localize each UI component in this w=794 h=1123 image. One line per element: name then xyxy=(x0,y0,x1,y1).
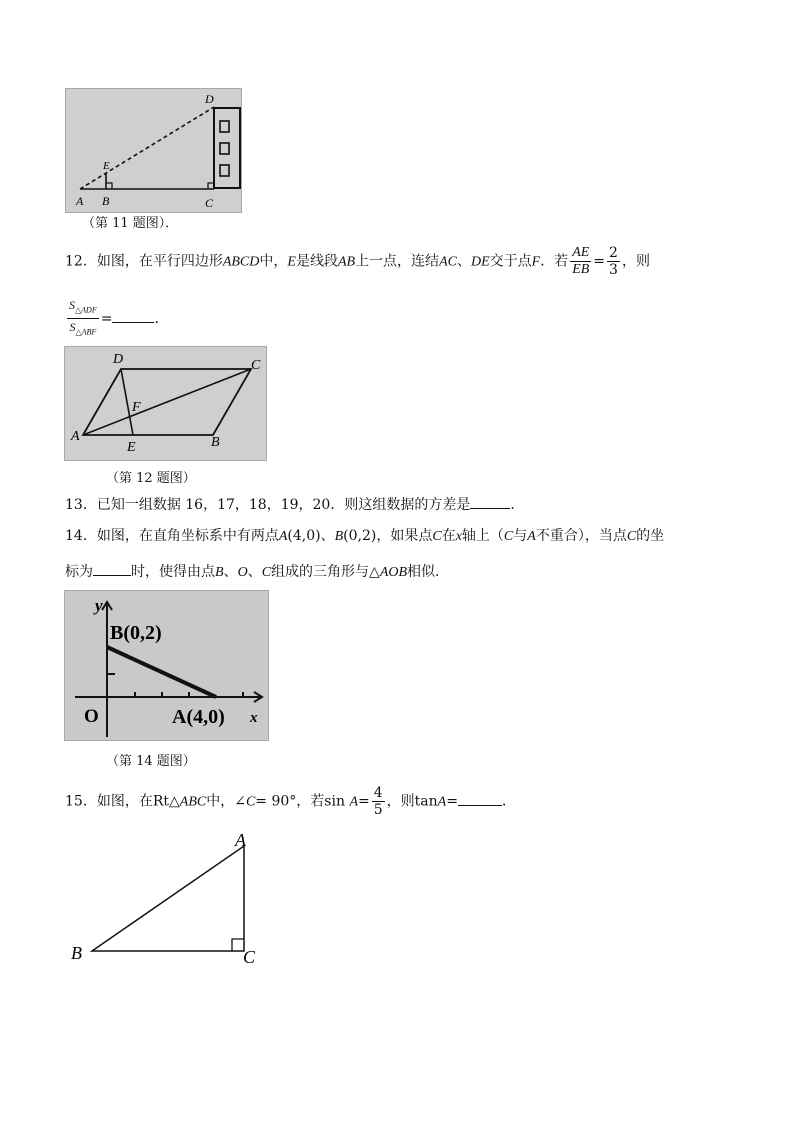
answer-blank[interactable] xyxy=(112,308,154,323)
label-c: C xyxy=(205,196,214,210)
triangle-abc xyxy=(92,846,244,951)
q11-diagram xyxy=(66,89,241,212)
label-b: B(0,2) xyxy=(110,622,162,644)
label-d: D xyxy=(205,92,214,106)
q12-figure xyxy=(64,346,267,461)
sight-line xyxy=(80,107,214,189)
q12-caption: （第 12 题图） xyxy=(106,471,196,486)
answer-blank[interactable] xyxy=(458,791,502,806)
segment-ab xyxy=(107,647,216,697)
q15-line: 15．如图，在Rt△ABC中，∠C= 90°，若sin A= $\frac{4}{5}$ ，则tanA= ． xyxy=(65,785,516,818)
fraction-2-3: $\frac{2}{3}$ xyxy=(609,245,618,278)
answer-blank[interactable] xyxy=(470,494,510,509)
q14-line1: 14．如图，在直角坐标系中有两点A(4,0)、B(0,2)，如果点C在x轴上（C与A不重合），当点C的坐 xyxy=(65,528,665,544)
fraction-4-5: $\frac{4}{5}$ xyxy=(373,785,383,818)
label-x: x xyxy=(250,710,258,726)
fraction-ae-eb: $\frac{AE}{EB}$ xyxy=(572,245,590,277)
label-b: B xyxy=(102,194,110,208)
label-e: E xyxy=(127,440,136,455)
label-c: C xyxy=(243,947,256,967)
q11-caption: （第 11 题图）． xyxy=(82,216,179,231)
label-a: A xyxy=(235,830,246,850)
label-o: O xyxy=(84,706,99,727)
right-angle-mark xyxy=(106,183,112,189)
window xyxy=(220,121,229,132)
label-a: A(4,0) xyxy=(172,706,225,728)
label-e: E xyxy=(103,160,110,172)
q13-line: 13．已知一组数据 16，17，18，19，20．则这组数据的方差是 ． xyxy=(65,494,524,515)
window xyxy=(220,165,229,176)
label-f: F xyxy=(132,400,141,415)
q14-caption: （第 14 题图） xyxy=(106,754,196,769)
label-d: D xyxy=(113,352,124,367)
q12-line1: 12．如图，在平行四边形ABCD中，E是线段AB上一点，连结AC、DE交于点F．若 $\frac{AE}{EB}$ = $\frac{2}{3}$ ，则 xyxy=(65,245,650,278)
q14-line2: 标为 时，使得由点B、O、C组成的三角形与△AOB相似． xyxy=(65,561,449,583)
window xyxy=(220,143,229,154)
q14-diagram xyxy=(65,591,268,740)
q12-line2: $\frac{S_{\triangle ADF}}{S_{\triangle ABF}}$ = ． xyxy=(65,297,168,341)
label-y: y xyxy=(95,596,103,615)
answer-blank[interactable] xyxy=(93,561,131,576)
q14-figure xyxy=(64,590,269,741)
fraction-area-ratio: $\frac{S_{\triangle ADF}}{S_{\triangle ABF}}$ xyxy=(69,298,97,337)
label-b: B xyxy=(71,943,82,963)
label-b: B xyxy=(211,435,220,450)
q15-diagram xyxy=(64,826,274,972)
q12-diagram xyxy=(65,347,266,460)
label-a: A xyxy=(76,194,84,208)
label-c: C xyxy=(251,358,261,373)
label-a: A xyxy=(71,429,80,444)
diagonal-ac xyxy=(83,369,251,435)
q11-figure xyxy=(65,88,242,213)
